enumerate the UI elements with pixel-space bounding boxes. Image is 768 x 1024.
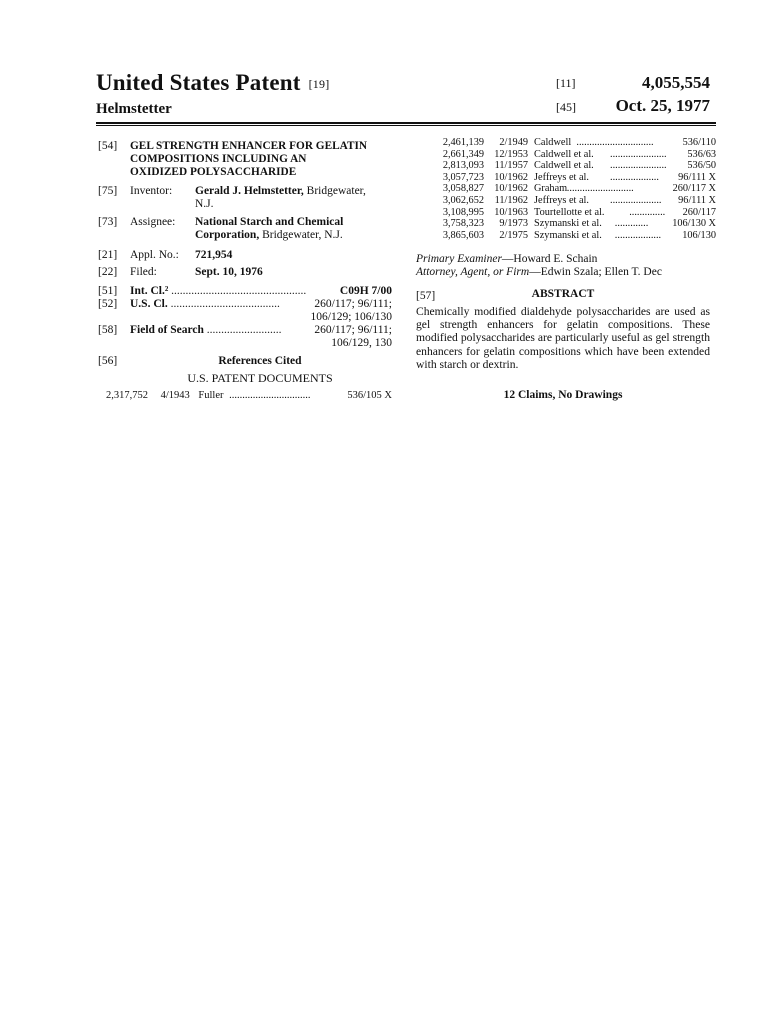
invention-title-line-3: OXIDIZED POLYSACCHARIDE <box>130 166 297 178</box>
ref-date: 10/1963 <box>494 206 528 218</box>
ref-name: Caldwell et al. <box>534 148 594 160</box>
ref-number: 2,661,349 <box>442 148 484 160</box>
ref-date: 2/1949 <box>499 137 528 148</box>
assignee-label: Assignee: <box>130 216 176 228</box>
ref-dots: ............................... <box>229 390 311 401</box>
ref-dots: .................... <box>610 195 662 206</box>
patent-date: Oct. 25, 1977 <box>615 96 710 115</box>
fos-tag: [58] <box>98 324 118 336</box>
ref-number: 3,758,323 <box>442 218 484 230</box>
uscl-row-2: 106/129; 106/130 <box>310 311 392 323</box>
ref-class: 536/63 <box>687 148 716 160</box>
claims-line: 12 Claims, No Drawings <box>503 389 623 401</box>
ref-number: 3,058,827 <box>442 183 484 195</box>
ref-name: Graham <box>534 183 568 195</box>
assignee-line-1: National Starch and Chemical <box>195 216 344 228</box>
title-field-tag: [54] <box>98 140 118 152</box>
ref-number: 3,865,603 <box>442 229 484 241</box>
uscl-row: U.S. Cl. ...................................... 260/117; 96/111; <box>130 298 392 310</box>
ref-date: 9/1973 <box>499 218 528 230</box>
ref-dots: .............. <box>629 206 666 218</box>
ref-number: 2,317,752 <box>106 390 148 401</box>
uscl-tag: [52] <box>98 298 118 310</box>
reference-row <box>420 183 716 194</box>
date-tag: [45] <box>556 100 576 114</box>
reference-row <box>420 218 716 229</box>
reference-row <box>420 230 716 241</box>
ref-number: 2,813,093 <box>442 160 484 172</box>
ref-name: Caldwell et al. <box>534 160 594 172</box>
ref-dots: ...................... <box>610 148 667 160</box>
reference-row <box>420 137 716 148</box>
patent-number-tag: [11] <box>556 76 576 90</box>
ref-number: 3,062,652 <box>442 195 484 206</box>
ref-name: Jeffreys et al. <box>534 171 589 183</box>
ref-number: 3,108,995 <box>442 206 484 218</box>
ref-class: 536/110 <box>682 137 716 148</box>
ref-class: 536/50 <box>687 160 716 172</box>
inventor-line-2: N.J. <box>195 198 214 210</box>
ref-class: 106/130 X <box>672 218 716 230</box>
filed-value: Sept. 10, 1976 <box>195 266 263 278</box>
assignee-line-2: Corporation, Bridgewater, N.J. <box>195 229 343 241</box>
header-rule-thick <box>96 122 716 124</box>
reference-row <box>420 207 716 218</box>
ref-class: 260/117 X <box>672 183 716 195</box>
refs-title: References Cited <box>218 355 302 367</box>
title-tag: [19] <box>308 77 330 91</box>
appl-value: 721,954 <box>195 249 233 261</box>
reference-row <box>420 172 716 183</box>
ref-date: 10/1962 <box>494 183 528 195</box>
ref-class: 96/111 X <box>678 195 716 206</box>
ref-name: Tourtellotte et al. <box>534 206 605 218</box>
abstract-title: ABSTRACT <box>531 288 595 300</box>
ref-date: 2/1975 <box>499 229 528 241</box>
ref-class: 260/117 <box>682 206 716 218</box>
intcl-tag: [51] <box>98 285 118 297</box>
inventor-label: Inventor: <box>130 185 173 197</box>
invention-title-line-1: GEL STRENGTH ENHANCER FOR GELATIN <box>130 140 368 152</box>
refs-tag: [56] <box>98 355 118 367</box>
refs-subtitle: U.S. PATENT DOCUMENTS <box>187 371 333 385</box>
inventor-surname: Helmstetter <box>96 101 172 117</box>
header-rule-thin <box>96 125 716 126</box>
left-reference-row <box>106 390 392 401</box>
reference-row <box>420 149 716 160</box>
ref-dots: ................... <box>610 171 659 183</box>
ref-class: 536/105 X <box>347 390 392 401</box>
abstract-tag: [57] <box>416 290 436 302</box>
reference-row <box>420 160 716 171</box>
assignee-tag: [73] <box>98 216 118 228</box>
ref-date: 10/1962 <box>494 171 528 183</box>
ref-date: 4/1943 <box>160 390 190 401</box>
ref-number: 2,461,139 <box>442 137 484 148</box>
ref-name: Jeffreys et al. <box>534 195 589 206</box>
appl-tag: [21] <box>98 249 118 261</box>
appl-label: Appl. No.: <box>130 249 179 261</box>
patent-number: 4,055,554 <box>642 73 710 92</box>
intcl-row: Int. Cl.² ............................................... C09H 7/00 <box>130 285 392 297</box>
ref-dots: .................. <box>614 229 662 241</box>
ref-class: 106/130 <box>682 229 716 241</box>
ref-date: 11/1962 <box>494 195 528 206</box>
reference-row <box>420 195 716 206</box>
ref-name: Szymanski et al. <box>534 229 602 241</box>
inventor-line-1: Gerald J. Helmstetter, Bridgewater, <box>195 185 366 197</box>
filed-tag: [22] <box>98 266 118 278</box>
filed-label: Filed: <box>130 266 157 278</box>
patent-title: United States Patent [19] <box>96 70 330 95</box>
ref-dots: ............. <box>614 218 649 230</box>
invention-title-line-2: COMPOSITIONS INCLUDING AN <box>130 153 307 165</box>
ref-date: 12/1953 <box>494 148 528 160</box>
ref-name: Fuller <box>198 390 224 401</box>
inventor-tag: [75] <box>98 185 118 197</box>
ref-dots: .......................... <box>566 183 634 195</box>
attorney-line: Attorney, Agent, or Firm—Edwin Szala; Ellen T. Dec <box>416 266 662 278</box>
ref-dots: ...................... <box>610 160 667 172</box>
abstract-text: Chemically modified dialdehyde polysaccharides are used as gel strength enhancers for gelatin compositions. These modified polysaccharides are particularly useful as gel strength enhancers for gelatin compositions which have been extended with starch or dextrin. <box>416 305 710 371</box>
ref-dots: .............................. <box>576 137 654 148</box>
ref-name: Szymanski et al. <box>534 218 602 230</box>
examiner-line: Primary Examiner—Howard E. Schain <box>416 253 598 265</box>
fos-row-2: 106/129, 130 <box>331 337 392 349</box>
ref-name: Caldwell <box>534 137 572 148</box>
ref-class: 96/111 X <box>678 171 716 183</box>
ref-number: 3,057,723 <box>442 171 484 183</box>
ref-date: 11/1957 <box>494 160 528 172</box>
fos-row: Field of Search .......................... 260/117; 96/111; <box>130 324 392 336</box>
